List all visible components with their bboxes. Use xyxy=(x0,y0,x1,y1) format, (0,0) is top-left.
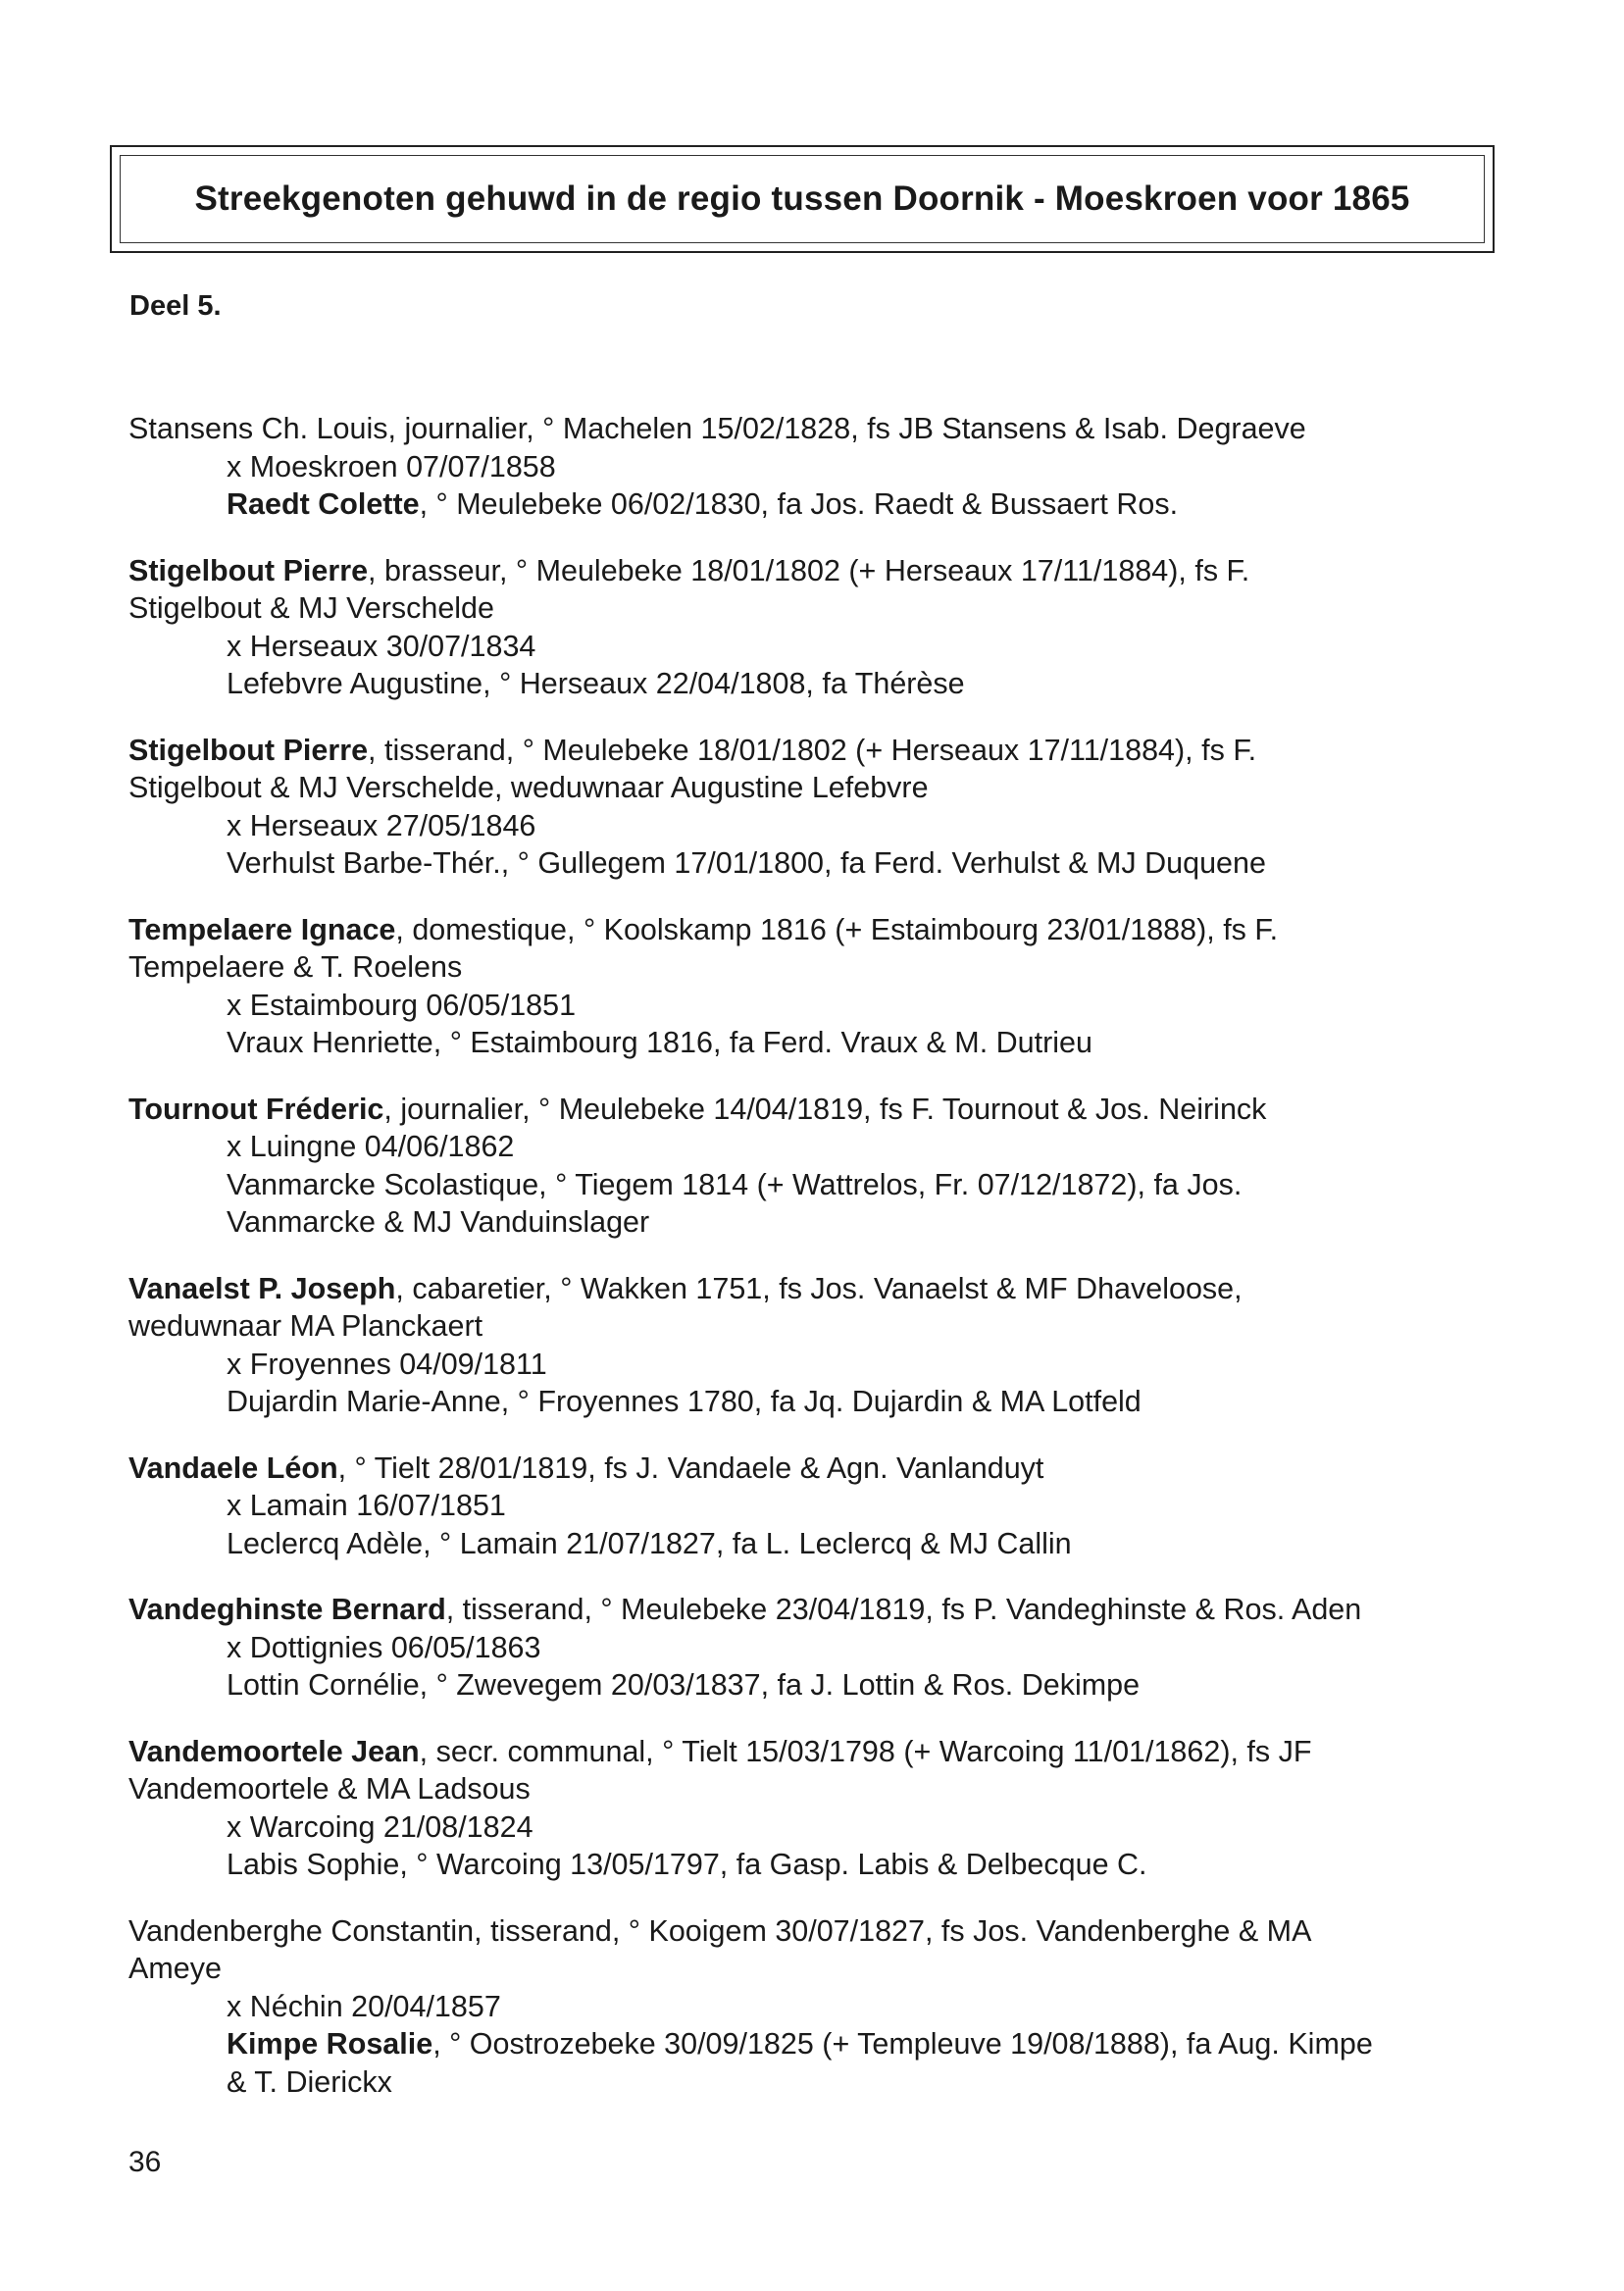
entry-line xyxy=(128,844,1492,883)
entry-text: x Herseaux 30/07/1834 xyxy=(227,629,536,663)
entry-line xyxy=(128,628,1492,666)
entry-text: , journalier, ° Meulebeke 14/04/1819, fs F. Tournout & Jos. Neirinck xyxy=(383,1092,1267,1126)
entry-line xyxy=(128,1912,1492,1951)
entry-line xyxy=(128,1591,1492,1629)
entry-line xyxy=(128,1450,1492,1488)
entry-line xyxy=(128,1846,1492,1884)
entry-text: x Estaimbourg 06/05/1851 xyxy=(227,988,577,1022)
entry-text: x Luingne 04/06/1862 xyxy=(227,1130,515,1163)
entry-line xyxy=(128,2025,1492,2063)
person-name: Vandeghinste Bernard xyxy=(128,1593,446,1626)
entry-line xyxy=(128,769,1492,807)
entry-text: Vandenberghe Constantin, tisserand, ° Kooigem 30/07/1827, fs Jos. Vandenberghe & MA xyxy=(128,1913,1312,1948)
entry-line xyxy=(128,1808,1492,1847)
person-name: Tournout Fréderic xyxy=(128,1092,384,1126)
entry-line xyxy=(128,732,1492,770)
entry-line xyxy=(128,410,1492,448)
entry-line xyxy=(128,485,1492,524)
entry-line xyxy=(128,1666,1492,1705)
entry-text: x Moeskroen 07/07/1858 xyxy=(227,449,556,484)
entry-line xyxy=(128,1383,1492,1421)
entry-line xyxy=(128,1487,1492,1525)
entry-text: Stigelbout & MJ Verschelde, weduwnaar Augustine Lefebvre xyxy=(128,771,929,804)
entry-text: x Froyennes 04/09/1811 xyxy=(227,1347,547,1381)
entry-line xyxy=(128,448,1492,486)
marriage-entry xyxy=(128,1450,1492,1563)
entry-text: Tempelaere & T. Roelens xyxy=(128,950,463,984)
entry-text: , tisserand, ° Meulebeke 23/04/1819, fs P. Vandeghinste & Ros. Aden xyxy=(445,1593,1362,1626)
entry-text: Ameye xyxy=(128,1952,222,1985)
entry-line xyxy=(128,807,1492,845)
entry-line xyxy=(128,1128,1492,1166)
marriage-entry xyxy=(128,911,1492,1062)
page-number: 36 xyxy=(128,2146,162,2178)
entry-text: Verhulst Barbe-Thér., ° Gullegem 17/01/1800, fa Ferd. Verhulst & MJ Duquene xyxy=(227,846,1266,880)
entry-text: , tisserand, ° Meulebeke 18/01/1802 (+ Herseaux 17/11/1884), fs F. xyxy=(368,733,1257,767)
entry-line xyxy=(128,948,1492,987)
page-title: Streekgenoten gehuwd in de regio tussen Doornik - Moeskroen voor 1865 xyxy=(194,179,1410,218)
entry-line xyxy=(128,552,1492,590)
entry-text: x Dottignies 06/05/1863 xyxy=(227,1630,541,1664)
part-label: Deel 5. xyxy=(129,290,222,322)
entry-line xyxy=(128,987,1492,1025)
entry-line xyxy=(128,1166,1492,1204)
entry-line xyxy=(128,2063,1492,2102)
entry-text: Stigelbout & MJ Verschelde xyxy=(128,591,494,625)
entry-text: x Warcoing 21/08/1824 xyxy=(227,1809,533,1844)
entry-line xyxy=(128,1307,1492,1346)
marriage-entry xyxy=(128,1591,1492,1705)
entry-text: Vraux Henriette, ° Estaimbourg 1816, fa Ferd. Vraux & M. Dutrieu xyxy=(227,1026,1092,1059)
entry-text: x Lamain 16/07/1851 xyxy=(227,1489,506,1522)
entry-text: Vandemoortele & MA Ladsous xyxy=(128,1772,531,1806)
person-name: Vandemoortele Jean xyxy=(128,1734,420,1768)
entry-text: weduwnaar MA Planckaert xyxy=(128,1309,483,1343)
entry-text: , secr. communal, ° Tielt 15/03/1798 (+ Warcoing 11/01/1862), fs JF xyxy=(419,1734,1312,1768)
entry-text: Lottin Cornélie, ° Zwevegem 20/03/1837, fa J. Lottin & Ros. Dekimpe xyxy=(227,1668,1141,1702)
entry-text: , ° Meulebeke 06/02/1830, fa Jos. Raedt & Bussaert Ros. xyxy=(419,487,1179,521)
entry-text: , domestique, ° Koolskamp 1816 (+ Estaimbourg 23/01/1888), fs F. xyxy=(395,912,1279,946)
marriage-entry xyxy=(128,1091,1492,1242)
marriage-entry xyxy=(128,410,1492,524)
entry-line xyxy=(128,1770,1492,1808)
entry-text: Dujardin Marie-Anne, ° Froyennes 1780, fa Jq. Dujardin & MA Lotfeld xyxy=(227,1385,1142,1418)
title-box xyxy=(110,145,1495,253)
entry-line xyxy=(128,1024,1492,1062)
entry-text: , cabaretier, ° Wakken 1751, fs Jos. Vanaelst & MF Dhaveloose, xyxy=(395,1271,1243,1305)
person-name: Stigelbout Pierre xyxy=(128,553,369,587)
entry-line xyxy=(128,911,1492,949)
entry-text: x Herseaux 27/05/1846 xyxy=(227,808,536,842)
entry-line xyxy=(128,1733,1492,1771)
marriage-entry xyxy=(128,1912,1492,2102)
entry-text: x Néchin 20/04/1857 xyxy=(227,1989,501,2023)
entry-text: , ° Tielt 28/01/1819, fs J. Vandaele & Agn. Vanlanduyt xyxy=(337,1451,1044,1485)
marriage-entry xyxy=(128,552,1492,703)
person-name: Tempelaere Ignace xyxy=(128,912,396,946)
person-name: Vanaelst P. Joseph xyxy=(128,1271,396,1305)
entry-text: & T. Dierickx xyxy=(227,2064,392,2099)
entry-line xyxy=(128,1091,1492,1129)
entry-text: Vanmarcke & MJ Vanduinslager xyxy=(227,1205,650,1239)
entry-line xyxy=(128,1270,1492,1308)
marriage-entry xyxy=(128,1270,1492,1421)
entry-text: Vanmarcke Scolastique, ° Tiegem 1814 (+ Wattrelos, Fr. 07/12/1872), fa Jos. xyxy=(227,1167,1243,1201)
entry-text: Stansens Ch. Louis, journalier, ° Machelen 15/02/1828, fs JB Stansens & Isab. Degraeve xyxy=(128,412,1306,445)
person-name: Stigelbout Pierre xyxy=(128,733,369,767)
entry-line xyxy=(128,1950,1492,1988)
person-name: Raedt Colette xyxy=(227,487,420,521)
entry-line xyxy=(128,1629,1492,1667)
entry-line xyxy=(128,1988,1492,2026)
entry-line xyxy=(128,1346,1492,1384)
marriage-entry xyxy=(128,732,1492,883)
entry-line xyxy=(128,1525,1492,1563)
marriage-entry xyxy=(128,1733,1492,1884)
entry-text: , brasseur, ° Meulebeke 18/01/1802 (+ Herseaux 17/11/1884), fs F. xyxy=(368,553,1250,587)
entry-text: Lefebvre Augustine, ° Herseaux 22/04/1808, fa Thérèse xyxy=(227,667,965,700)
entry-text: , ° Oostrozebeke 30/09/1825 (+ Templeuve 19/08/1888), fa Aug. Kimpe xyxy=(432,2027,1373,2061)
person-name: Vandaele Léon xyxy=(128,1451,338,1485)
entries-list xyxy=(128,410,1492,2129)
title-box-inner xyxy=(120,155,1485,243)
entry-text: Leclercq Adèle, ° Lamain 21/07/1827, fa L. Leclercq & MJ Callin xyxy=(227,1526,1072,1560)
entry-line xyxy=(128,665,1492,703)
entry-line xyxy=(128,1203,1492,1242)
person-name: Kimpe Rosalie xyxy=(227,2027,433,2061)
entry-text: Labis Sophie, ° Warcoing 13/05/1797, fa Gasp. Labis & Delbecque C. xyxy=(227,1848,1147,1881)
entry-line xyxy=(128,589,1492,628)
